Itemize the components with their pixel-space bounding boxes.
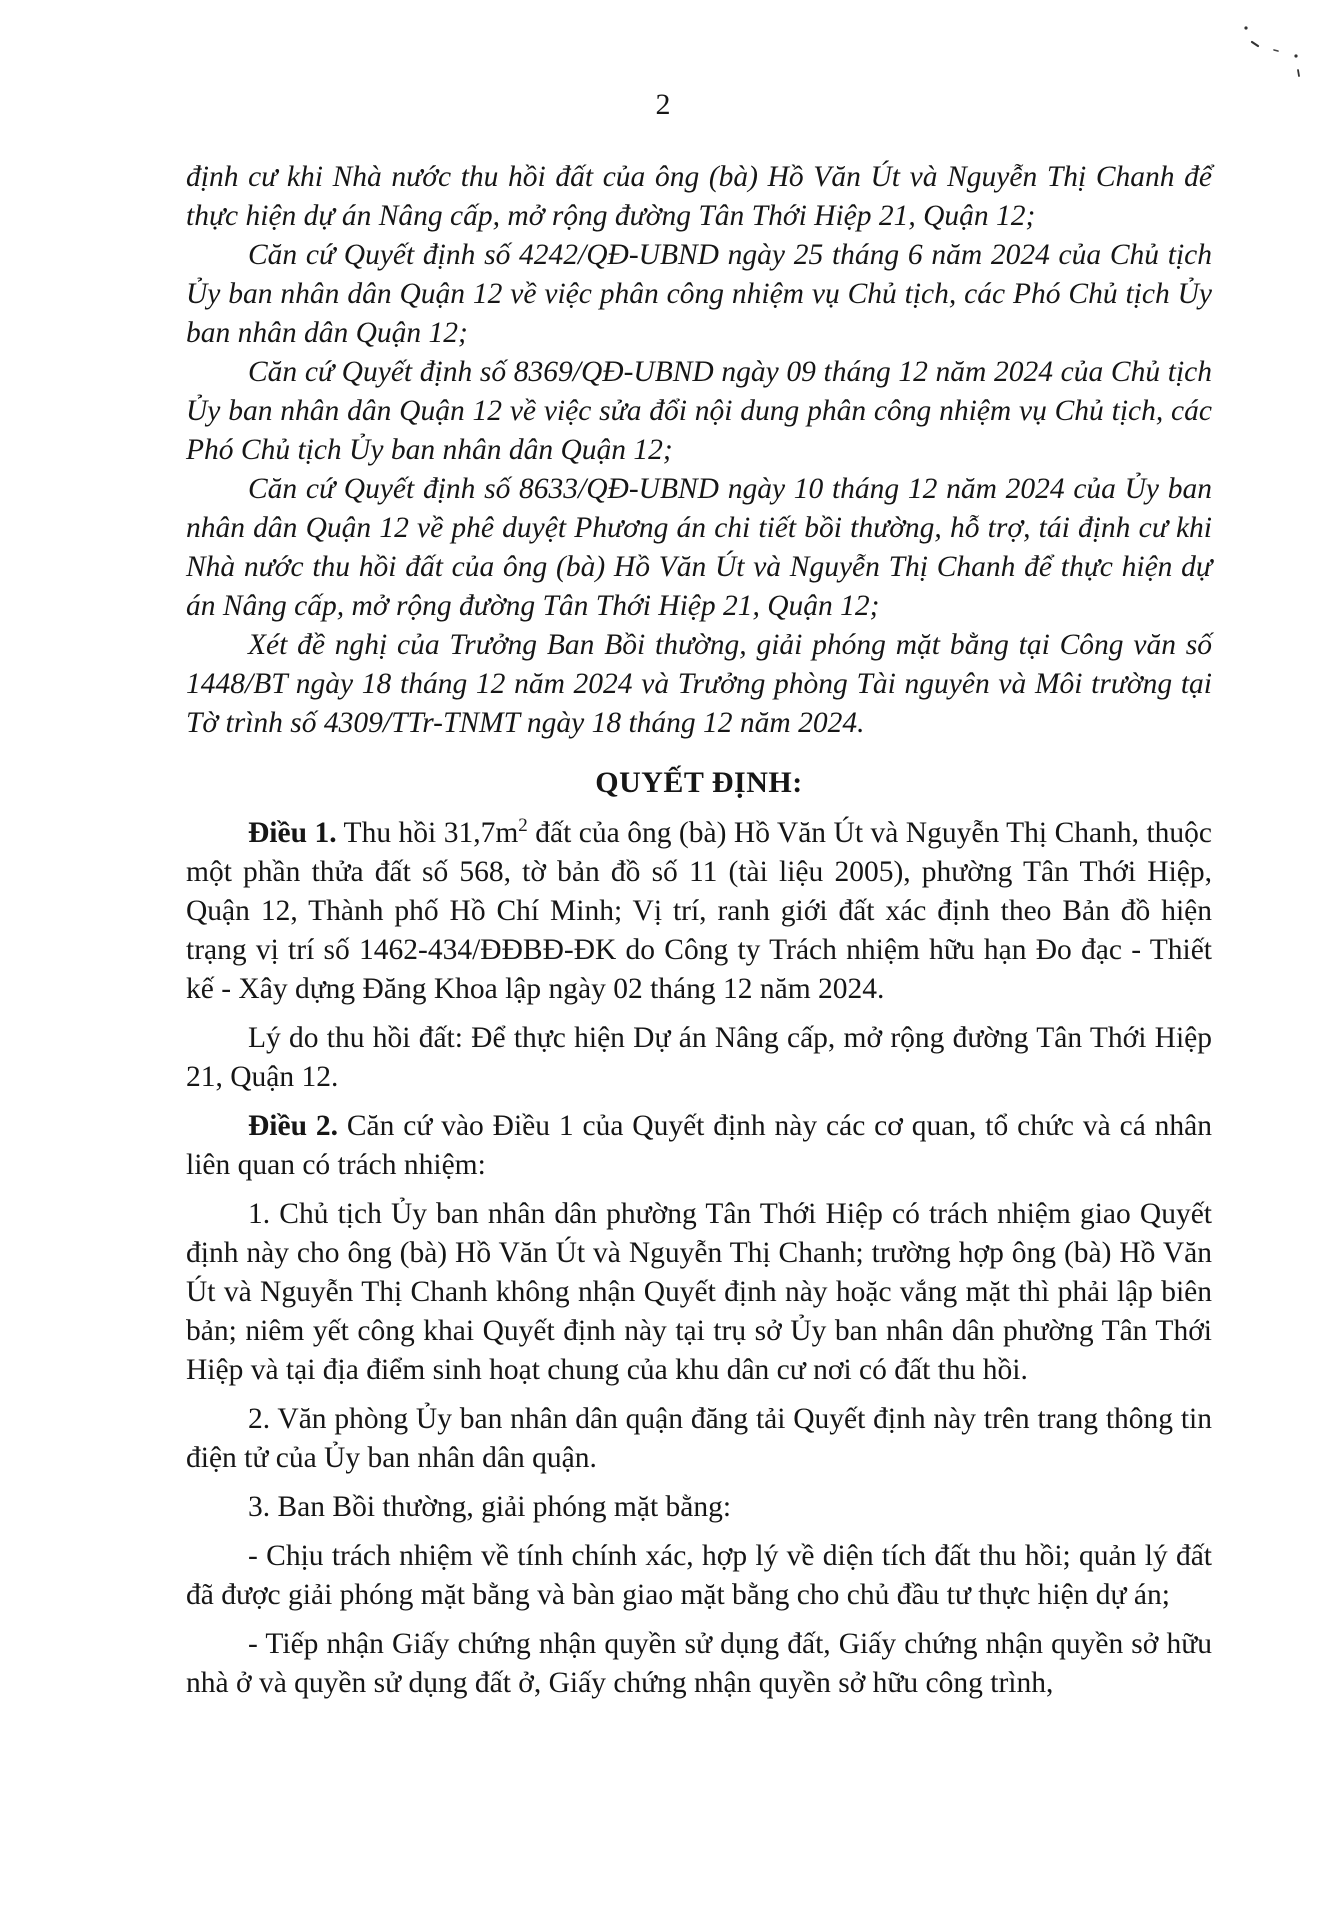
article-1-text-b: đất của ông (bà) Hồ Văn Út và Nguyễn Thị Chanh, thuộc một phần thửa đất số 568, tờ bản đồ số 11 (tài liệu 2005), phường Tân Thới Hiệp, Quận 12, Thành phố Hồ Chí Minh; Vị trí, ranh giới đất xác định theo Bản đồ hiện trạng vị trí số 1462-434/ĐĐBĐ-ĐK do Công ty Trách nhiệm hữu hạn Đo đạc - Thiết kế - Xây dựng Đăng Khoa lập ngày 02 tháng 12 năm 2024. [186, 817, 1212, 1005]
article-2-item-3-duty-a: - Chịu trách nhiệm về tính chính xác, hợp lý về diện tích đất thu hồi; quản lý đất đã được giải phóng mặt bằng và bàn giao mặt bằng cho chủ đầu tư thực hiện dự án; [186, 1540, 1212, 1611]
page-number: 2 [655, 88, 671, 121]
preamble-continuation: định cư khi Nhà nước thu hồi đất của ông (bà) Hồ Văn Út và Nguyễn Thị Chanh để thực hiện dự án Nâng cấp, mở rộng đường Tân Thới Hiệp 21, Quận 12; [186, 161, 1212, 232]
area-unit-superscript: 2 [518, 815, 528, 837]
article-2-item-3: 3. Ban Bồi thường, giải phóng mặt bằng: [248, 1491, 732, 1523]
article-1-text-a: Thu hồi 31,7m [336, 817, 519, 849]
article-1 [186, 814, 1212, 1009]
article-2-text: Căn cứ vào Điều 1 của Quyết định này các cơ quan, tổ chức và cá nhân liên quan có trách nhiệm: [186, 1110, 1212, 1181]
proposal-consideration: Xét đề nghị của Trưởng Ban Bồi thường, giải phóng mặt bằng tại Công văn số 1448/BT ngày 18 tháng 12 năm 2024 và Trưởng phòng Tài nguyên và Môi trường tại Tờ trình số 4309/TTr-TNMT ngày 18 tháng 12 năm 2024. [186, 629, 1212, 739]
article-2-label: Điều 2. [248, 1110, 338, 1142]
article-2-item-1: 1. Chủ tịch Ủy ban nhân dân phường Tân Thới Hiệp có trách nhiệm giao Quyết định này cho ông (bà) Hồ Văn Út và Nguyễn Thị Chanh; trường hợp ông (bà) Hồ Văn Út và Nguyễn Thị Chanh không nhận Quyết định này hoặc vắng mặt thì phải lập biên bản; niêm yết công khai Quyết định này tại trụ sở Ủy ban nhân dân phường Tân Thới Hiệp và tại địa điểm sinh hoạt chung của khu dân cư nơi có đất thu hồi. [186, 1198, 1212, 1386]
legal-basis-4242: Căn cứ Quyết định số 4242/QĐ-UBND ngày 25 tháng 6 năm 2024 của Chủ tịch Ủy ban nhân dân Quận 12 về việc phân công nhiệm vụ Chủ tịch, các Phó Chủ tịch Ủy ban nhân dân Quận 12; [186, 239, 1212, 349]
article-2-item-3-duty-b: - Tiếp nhận Giấy chứng nhận quyền sử dụng đất, Giấy chứng nhận quyền sở hữu nhà ở và quyền sử dụng đất ở, Giấy chứng nhận quyền sở hữu công trình, [186, 1628, 1212, 1699]
document-body [186, 158, 1212, 1703]
article-2-item-2: 2. Văn phòng Ủy ban nhân dân quận đăng tải Quyết định này trên trang thông tin điện tử của Ủy ban nhân dân quận. [186, 1403, 1212, 1474]
legal-basis-8369: Căn cứ Quyết định số 8369/QĐ-UBND ngày 09 tháng 12 năm 2024 của Chủ tịch Ủy ban nhân dân Quận 12 về việc sửa đổi nội dung phân công nhiệm vụ Chủ tịch, các Phó Chủ tịch Ủy ban nhân dân Quận 12; [186, 356, 1212, 466]
article-1-reason: Lý do thu hồi đất: Để thực hiện Dự án Nâng cấp, mở rộng đường Tân Thới Hiệp 21, Quận 12. [186, 1022, 1212, 1093]
legal-basis-8633: Căn cứ Quyết định số 8633/QĐ-UBND ngày 10 tháng 12 năm 2024 của Ủy ban nhân dân Quận 12 về phê duyệt Phương án chi tiết bồi thường, hỗ trợ, tái định cư khi Nhà nước thu hồi đất của ông (bà) Hồ Văn Út và Nguyễn Thị Chanh để thực hiện dự án Nâng cấp, mở rộng đường Tân Thới Hiệp 21, Quận 12; [186, 473, 1212, 622]
article-1-label: Điều 1. [248, 817, 337, 849]
decision-title: QUYẾT ĐỊNH: [595, 766, 803, 799]
article-2 [186, 1107, 1212, 1185]
scan-speck-marks [1238, 20, 1308, 80]
